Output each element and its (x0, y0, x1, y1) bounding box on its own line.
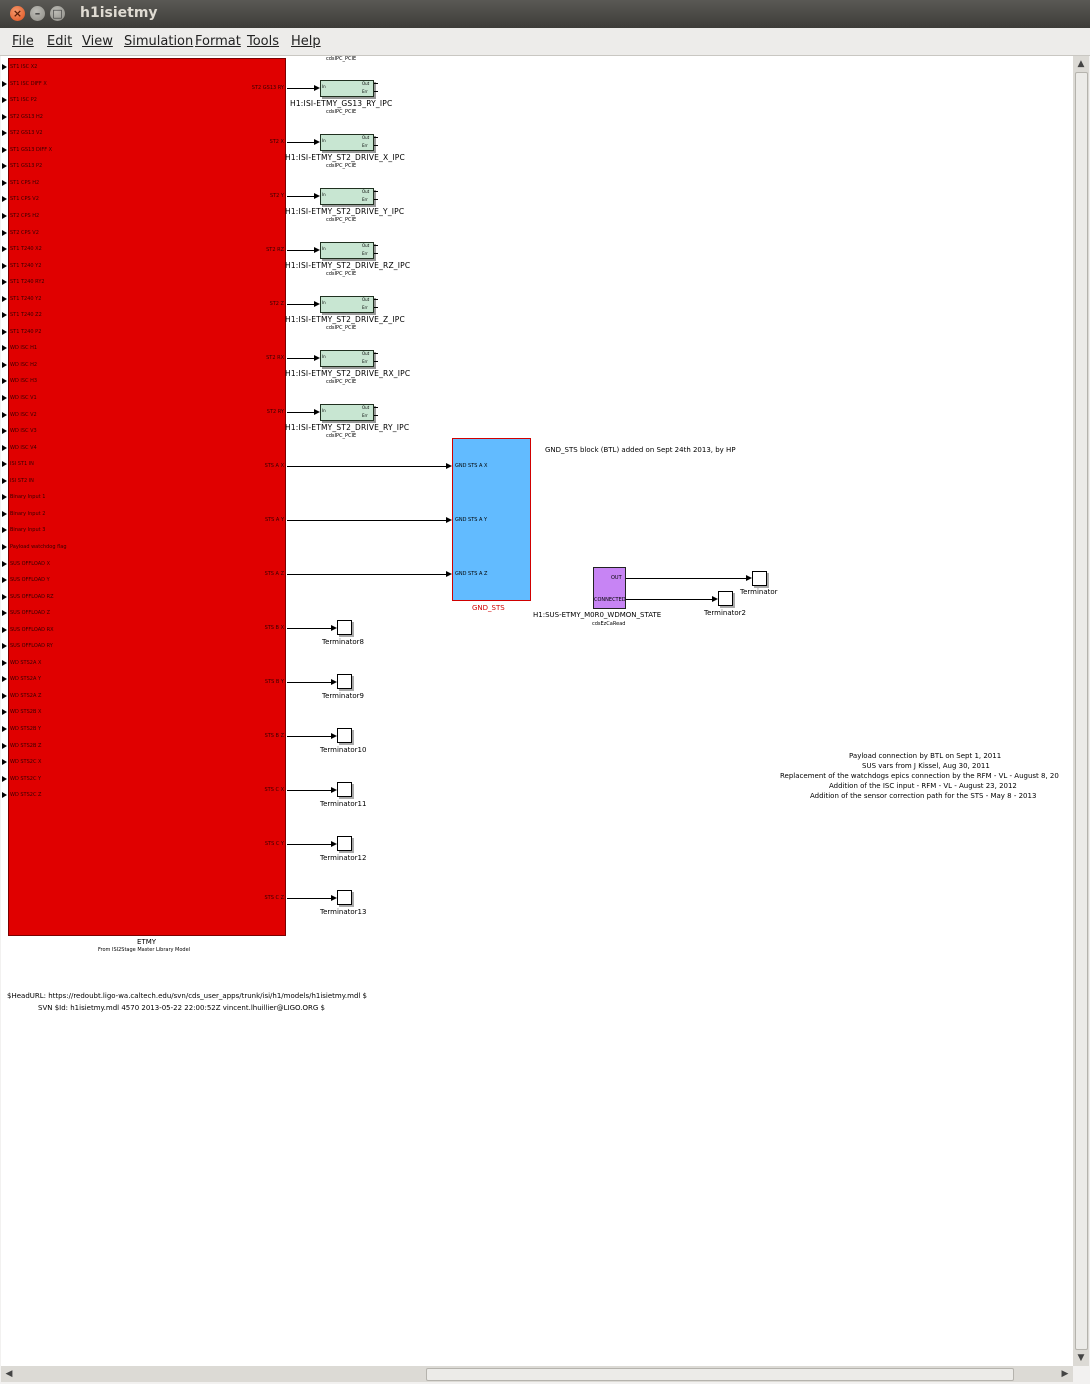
window-titlebar (0, 0, 1090, 28)
input-port-arrow (2, 196, 7, 202)
output-port-label: STS A Z (264, 571, 284, 577)
signal-line (287, 142, 314, 143)
input-port-label: WD STS2C Z (10, 792, 42, 799)
ipc-port-in: In (322, 192, 326, 197)
input-port-arrow (2, 577, 7, 583)
ipc-sublabel: cdsIPC_PCIE (326, 109, 357, 115)
horizontal-scrollbar[interactable] (1, 1366, 1073, 1382)
output-port-label: STS B Y (264, 679, 284, 685)
note-line: SUS vars from J Kissel, Aug 30, 2011 (862, 762, 990, 770)
ipc-label: H1:ISI-ETMY_GS13_RY_IPC (290, 99, 393, 108)
terminator-label: Terminator9 (322, 692, 364, 700)
ipc-sublabel: cdsIPC_PCIE (326, 217, 357, 223)
signal-line (287, 682, 331, 683)
menu-simulation[interactable]: Simulation (124, 34, 194, 49)
terminator-icon[interactable] (337, 728, 352, 743)
input-port-label: Binary Input 2 (10, 510, 46, 517)
input-port-arrow (2, 544, 7, 550)
input-port-label: ST1 T240 P2 (10, 328, 42, 335)
input-port-arrow (2, 213, 7, 219)
input-port-arrow (2, 561, 7, 567)
scroll-down-icon[interactable]: ▼ (1077, 1353, 1085, 1363)
input-port-arrow (2, 610, 7, 616)
signal-line (287, 520, 446, 521)
signal-line (374, 361, 378, 362)
output-port-label: STS B Z (264, 733, 284, 739)
terminator-label: Terminator (740, 588, 778, 596)
input-port-arrow (2, 130, 7, 136)
input-port-label: WD STS2C Y (10, 775, 42, 782)
input-port-label: WD STS2C X (10, 759, 42, 766)
input-port-label: ST1 ISC P2 (10, 97, 37, 104)
signal-line (287, 250, 314, 251)
input-port-arrow (2, 81, 7, 87)
terminator-icon[interactable] (337, 782, 352, 797)
menu-view[interactable]: View (82, 34, 113, 49)
ipc-port-out: Out (362, 135, 370, 140)
terminator-icon[interactable] (337, 890, 352, 905)
input-port-arrow (2, 180, 7, 186)
ipc-port-err: Err (362, 359, 368, 364)
terminator-label: Terminator2 (704, 609, 746, 617)
output-port-label: ST2 X (269, 139, 284, 145)
signal-line (287, 790, 331, 791)
input-port-label: WD STS2A Z (10, 692, 42, 699)
signal-line (374, 83, 378, 84)
signal-line (626, 599, 714, 600)
note-line: Addition of the ISC input - RFM - VL - August 23, 2012 (829, 782, 1017, 790)
input-port-arrow (2, 263, 7, 269)
input-port-arrow (2, 594, 7, 600)
signal-line (287, 304, 314, 305)
output-port-label: STS A Y (264, 517, 284, 523)
input-port-arrow (2, 362, 7, 368)
signal-line (287, 898, 331, 899)
signal-line (287, 358, 314, 359)
ipc-port-out: Out (362, 189, 370, 194)
terminator-label: Terminator11 (320, 800, 367, 808)
input-port-arrow (2, 147, 7, 153)
input-port-label: SUS OFFLOAD RZ (10, 593, 54, 600)
ipc-port-out: Out (362, 81, 370, 86)
window-title: h1isietmy (80, 5, 158, 21)
note-line: Payload connection by BTL on Sept 1, 2011 (849, 752, 1002, 760)
gnd-sts-note: GND_STS block (BTL) added on Sept 24th 2013, by HP (545, 446, 736, 454)
signal-line (374, 91, 378, 92)
terminator-icon[interactable] (718, 591, 733, 606)
input-port-arrow (2, 64, 7, 70)
output-port-label: ST2 GS13 RY (251, 85, 284, 91)
input-port-label: SUS OFFLOAD RX (10, 626, 54, 633)
ipc-top-sublabel: cdsIPC_PCIE (326, 56, 357, 62)
input-port-arrow (2, 776, 7, 782)
terminator-icon[interactable] (337, 836, 352, 851)
signal-line (374, 191, 378, 192)
input-port-arrow (2, 743, 7, 749)
input-port-label: ST1 T240 X2 (10, 246, 42, 253)
input-port-arrow (2, 296, 7, 302)
wdmon-conn-port: CONNECTED (594, 597, 626, 603)
input-port-label: WD ISC H2 (10, 361, 38, 368)
input-port-arrow (2, 643, 7, 649)
ipc-sublabel: cdsIPC_PCIE (326, 433, 357, 439)
etmy-block[interactable] (8, 58, 286, 936)
wdmon-sublabel: cdsEzCaRead (592, 621, 626, 627)
ipc-port-in: In (322, 246, 326, 251)
note-line: Addition of the sensor correction path for the STS - May 8 - 2013 (810, 792, 1037, 800)
input-port-label: WD ISC V1 (10, 395, 37, 401)
ipc-label: H1:ISI-ETMY_ST2_DRIVE_Y_IPC (285, 207, 405, 216)
signal-line (374, 415, 378, 416)
terminator-label: Terminator13 (320, 908, 367, 916)
signal-line (287, 844, 331, 845)
ipc-sublabel: cdsIPC_PCIE (326, 379, 357, 385)
output-port-label: STS A X (264, 463, 284, 469)
input-port-label: WD STS2B Z (10, 742, 42, 749)
minimize-icon[interactable]: – (30, 6, 45, 21)
terminator-icon[interactable] (337, 620, 352, 635)
output-port-label: STS C Y (264, 841, 284, 847)
input-port-label: WD STS2B Y (10, 726, 42, 732)
signal-line (626, 578, 748, 579)
input-port-arrow (2, 676, 7, 682)
etmy-block-name: ETMY (137, 938, 157, 946)
input-port-label: Binary Input 1 (10, 494, 46, 501)
ipc-label: H1:ISI-ETMY_ST2_DRIVE_Z_IPC (285, 315, 405, 324)
input-port-label: ST2 GS13 H2 (10, 113, 43, 120)
input-port-label: SUS OFFLOAD Y (10, 577, 50, 584)
input-port-label: WD ISC V2 (10, 411, 37, 418)
signal-line (374, 307, 378, 308)
output-port-label: STS C X (264, 787, 284, 793)
output-port-label: ST2 RY (266, 409, 284, 415)
ipc-port-out: Out (362, 351, 370, 356)
input-port-arrow (2, 445, 7, 451)
input-port-arrow (2, 494, 7, 500)
signal-line (287, 736, 331, 737)
input-port-arrow (2, 660, 7, 666)
menu-format[interactable]: Format (195, 34, 241, 49)
maximize-icon[interactable]: □ (50, 6, 65, 21)
wdmon-label: H1:SUS-ETMY_M0R0_WDMON_STATE (533, 611, 662, 619)
input-port-label: SUS OFFLOAD Z (10, 610, 51, 617)
input-port-label: ST1 GS13 P2 (10, 163, 43, 170)
input-port-label: ST2 CPS V2 (10, 229, 39, 236)
input-port-label: WD STS2A X (10, 659, 42, 666)
ipc-port-in: In (322, 354, 326, 359)
input-port-label: ST1 T240 Y2 (10, 295, 42, 302)
ipc-port-err: Err (362, 197, 368, 202)
input-port-label: WD STS2A Y (10, 676, 42, 683)
input-port-label: WD ISC V3 (10, 428, 37, 435)
close-icon[interactable]: × (10, 6, 25, 21)
ipc-port-out: Out (362, 297, 370, 302)
input-port-arrow (2, 97, 7, 103)
input-port-label: ST1 T240 Z2 (10, 312, 42, 319)
input-port-arrow (2, 527, 7, 533)
terminator-icon[interactable] (752, 571, 767, 586)
signal-line (374, 199, 378, 200)
input-port-arrow (2, 345, 7, 351)
input-port-arrow (2, 378, 7, 384)
gnd-port-label: GND STS A X (455, 463, 488, 469)
gnd-sts-name: GND_STS (472, 604, 505, 612)
input-port-arrow (2, 627, 7, 633)
input-port-label: ST1 T240 Y2 (10, 262, 42, 269)
output-port-label: STS B X (264, 625, 284, 631)
input-port-arrow (2, 230, 7, 236)
menu-file[interactable]: File (12, 34, 34, 49)
ipc-port-err: Err (362, 143, 368, 148)
horizontal-scroll-thumb[interactable] (426, 1368, 1014, 1381)
ipc-port-out: Out (362, 243, 370, 248)
input-port-arrow (2, 279, 7, 285)
input-port-label: ST1 ISC DIFF X (10, 80, 47, 87)
signal-line (374, 137, 378, 138)
signal-line (374, 299, 378, 300)
scroll-up-icon[interactable]: ▲ (1077, 59, 1085, 69)
input-port-arrow (2, 709, 7, 715)
ipc-label: H1:ISI-ETMY_ST2_DRIVE_RY_IPC (285, 423, 410, 432)
scroll-left-icon[interactable]: ◀ (5, 1369, 13, 1379)
svn-head-url: $HeadURL: https://redoubt.ligo-wa.caltech.edu/svn/cds_user_apps/trunk/isi/h1/models/h1isietmy.mdl $ (7, 992, 368, 1000)
menu-tools[interactable]: Tools (247, 34, 280, 49)
input-port-label: ST1 CPS H2 (10, 179, 40, 186)
signal-line (287, 196, 314, 197)
ipc-label: H1:ISI-ETMY_ST2_DRIVE_RX_IPC (285, 369, 411, 378)
input-port-arrow (2, 246, 7, 252)
terminator-icon[interactable] (337, 674, 352, 689)
input-port-label: ST2 GS13 V2 (10, 130, 43, 137)
input-port-label: SUS OFFLOAD RY (10, 643, 53, 650)
model-canvas[interactable] (1, 56, 1073, 1366)
signal-line (374, 353, 378, 354)
input-port-label: WD ISC V4 (10, 444, 37, 451)
ipc-port-err: Err (362, 413, 368, 418)
signal-line (374, 245, 378, 246)
gnd-port-label: GND STS A Y (455, 517, 488, 523)
input-port-label: ISI ST2 IN (10, 477, 34, 484)
signal-line (374, 145, 378, 146)
input-port-label: WD ISC H3 (10, 378, 38, 385)
input-port-arrow (2, 428, 7, 434)
ipc-sublabel: cdsIPC_PCIE (326, 163, 357, 169)
signal-line (287, 574, 446, 575)
input-port-label: ST1 T240 RY2 (10, 279, 45, 286)
input-port-arrow (2, 478, 7, 484)
ipc-port-in: In (322, 300, 326, 305)
ipc-port-in: In (322, 408, 326, 413)
input-port-label: ST1 ISC X2 (10, 64, 38, 70)
ipc-port-err: Err (362, 305, 368, 310)
input-port-label: Payload watchdog flag (10, 543, 67, 550)
input-port-arrow (2, 114, 7, 120)
etmy-block-subtitle: From ISI2Stage Master Library Model (98, 947, 191, 953)
input-port-arrow (2, 412, 7, 418)
input-port-arrow (2, 329, 7, 335)
terminator-label: Terminator8 (322, 638, 364, 646)
signal-line (374, 407, 378, 408)
input-port-label: Binary Input 3 (10, 527, 46, 534)
wdmon-out-port: OUT (611, 575, 622, 581)
output-port-label: ST2 RX (266, 355, 284, 361)
vertical-scrollbar[interactable] (1073, 56, 1089, 1366)
ipc-label: H1:ISI-ETMY_ST2_DRIVE_RZ_IPC (285, 261, 411, 270)
gnd-port-label: GND STS A Z (455, 571, 488, 577)
input-port-label: ST1 CPS V2 (10, 196, 39, 203)
output-port-label: ST2 Y (269, 193, 284, 199)
ipc-port-err: Err (362, 89, 368, 94)
signal-line (287, 88, 314, 89)
signal-line (287, 412, 314, 413)
output-port-label: ST2 Z (269, 301, 284, 307)
input-port-label: WD ISC H1 (10, 345, 38, 352)
input-port-arrow (2, 511, 7, 517)
terminator-label: Terminator12 (320, 854, 367, 862)
menubar (0, 28, 1090, 56)
input-port-arrow (2, 759, 7, 765)
signal-line (287, 466, 446, 467)
ipc-port-out: Out (362, 405, 370, 410)
input-port-arrow (2, 792, 7, 798)
vertical-scroll-thumb[interactable] (1075, 72, 1088, 1350)
input-port-arrow (2, 461, 7, 467)
input-port-label: ST2 CPS H2 (10, 212, 40, 219)
menu-edit[interactable]: Edit (47, 34, 73, 49)
menu-help[interactable]: Help (291, 34, 321, 49)
input-port-label: ISI ST1 IN (10, 461, 34, 468)
input-port-label: WD STS2B X (10, 709, 42, 716)
svn-id: SVN $Id: h1isietmy.mdl 4570 2013-05-22 22:00:52Z vincent.lhuillier@LIGO.ORG $ (38, 1004, 325, 1012)
input-port-arrow (2, 693, 7, 699)
input-port-label: SUS OFFLOAD X (10, 560, 51, 567)
ipc-port-in: In (322, 84, 326, 89)
input-port-arrow (2, 312, 7, 318)
ipc-sublabel: cdsIPC_PCIE (326, 271, 357, 277)
input-port-arrow (2, 395, 7, 401)
output-port-label: STS C Z (264, 895, 284, 901)
terminator-label: Terminator10 (320, 746, 367, 754)
output-port-label: ST2 RZ (266, 247, 284, 253)
ipc-port-in: In (322, 138, 326, 143)
signal-line (374, 253, 378, 254)
scroll-right-icon[interactable]: ▶ (1061, 1369, 1069, 1379)
input-port-arrow (2, 163, 7, 169)
input-port-label: ST1 GS13 DIFF X (10, 146, 53, 153)
ipc-label: H1:ISI-ETMY_ST2_DRIVE_X_IPC (285, 153, 405, 162)
note-line: Replacement of the watchdogs epics connection by the RFM - VL - August 8, 20 (780, 772, 1059, 780)
ipc-port-err: Err (362, 251, 368, 256)
ipc-sublabel: cdsIPC_PCIE (326, 325, 357, 331)
signal-line (287, 628, 331, 629)
input-port-arrow (2, 726, 7, 732)
